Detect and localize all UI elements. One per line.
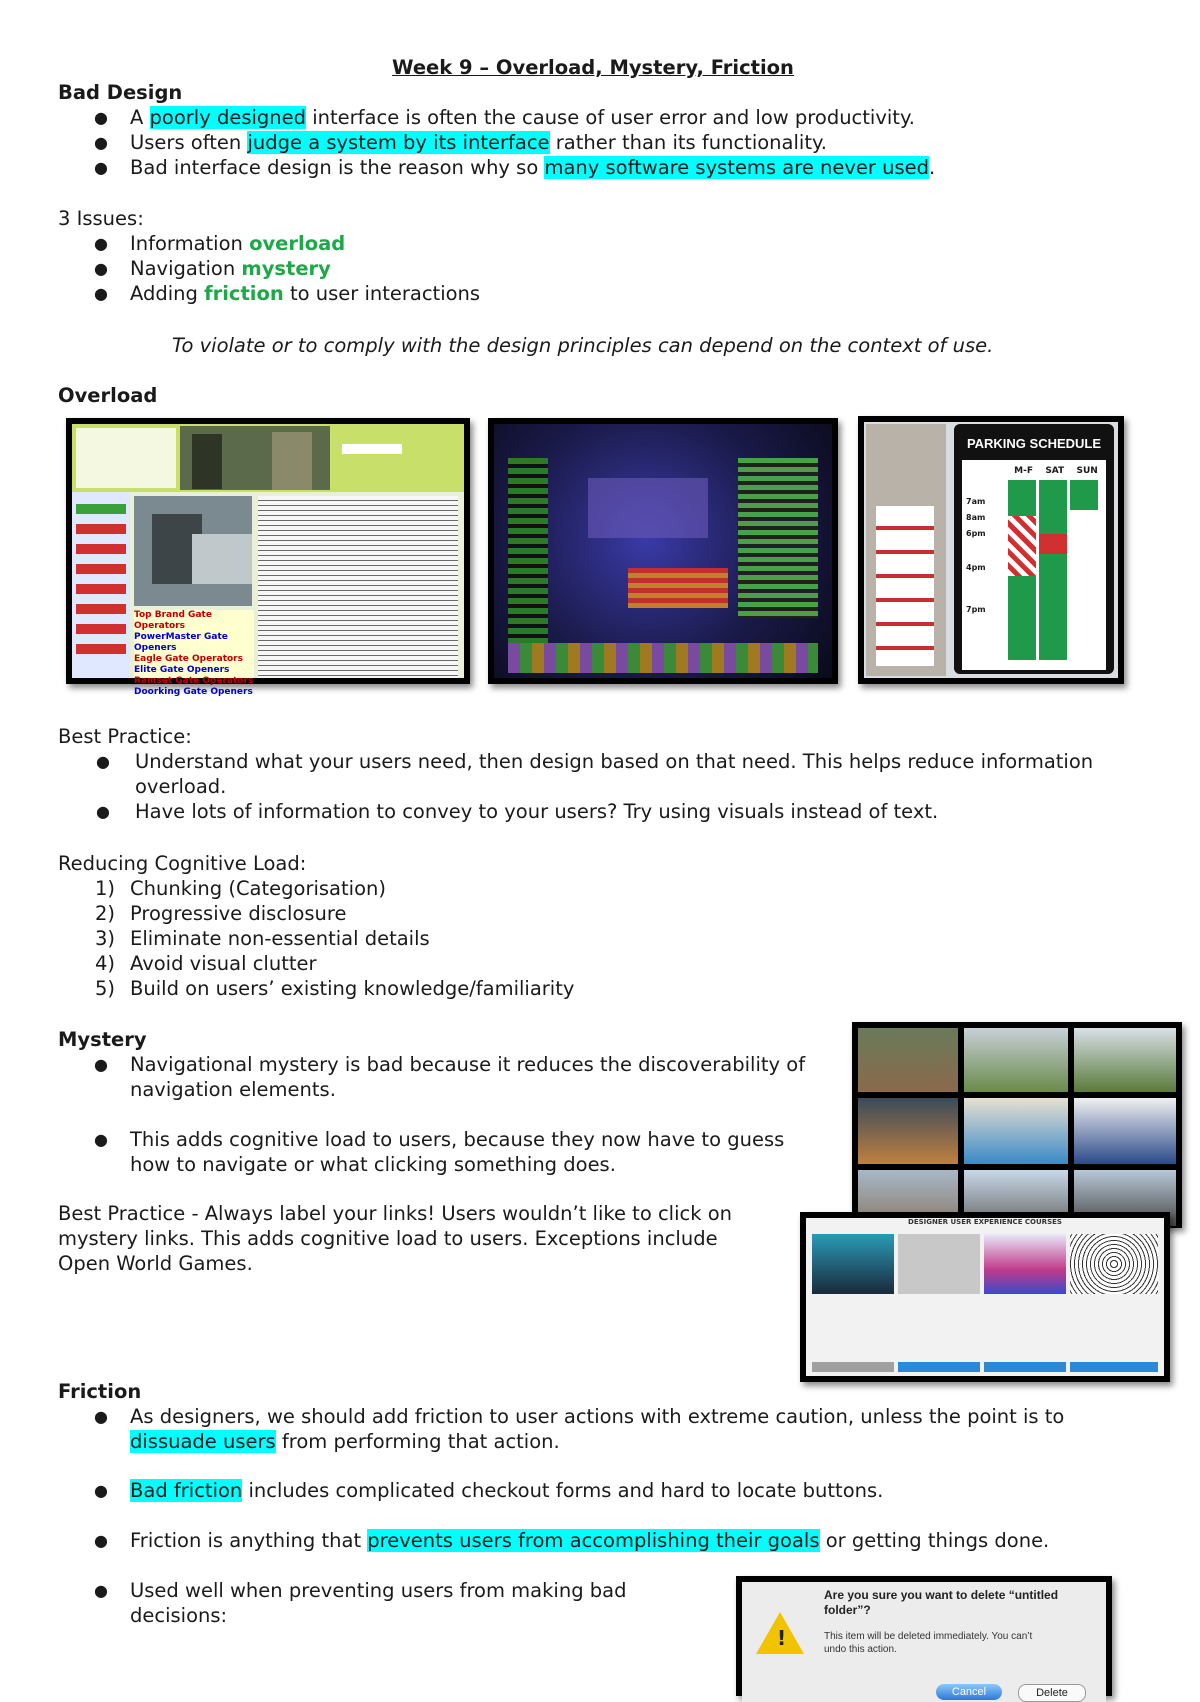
web-link-1: Top Brand Gate Operators xyxy=(134,610,212,631)
web-link-6: Doorking Gate Openers xyxy=(134,687,253,697)
issues-heading: 3 Issues: xyxy=(58,207,144,230)
dialog-body-line-2: undo this action. xyxy=(824,1644,897,1655)
bullet-dot: ● xyxy=(94,133,108,152)
parking-signs-image xyxy=(858,416,1124,684)
bullet-dot: ● xyxy=(94,1481,108,1500)
bullet-dot: ● xyxy=(94,1581,108,1600)
delete-button[interactable]: Delete xyxy=(1018,1684,1086,1702)
overload-bp-1-line-2: overload. xyxy=(135,775,227,798)
web-link-4: Elite Gate Openers xyxy=(134,665,230,675)
bullet-dot: ● xyxy=(94,284,108,303)
parking-time: 8am xyxy=(966,513,986,522)
cognitive-item-5: 5) Build on users’ existing knowledge/familiarity xyxy=(95,977,575,1000)
mystery-bullet-2-line-1: This adds cognitive load to users, because they now have to guess xyxy=(130,1128,785,1151)
context-quote: To violate or to comply with the design principles can depend on the context of use. xyxy=(172,334,994,357)
parking-time: 6pm xyxy=(966,529,986,538)
dialog-body-line-1: This item will be deleted immediately. You can’t xyxy=(824,1631,1033,1642)
overload-best-practice-label: Best Practice: xyxy=(58,725,192,748)
bullet-dot: ● xyxy=(94,158,108,177)
courses-title: DESIGNER USER EXPERIENCE COURSES xyxy=(908,1218,1062,1226)
parking-time: 4pm xyxy=(966,563,986,572)
bad-design-bullet-1: A poorly designed interface is often the cause of user error and low productivity. xyxy=(130,106,915,129)
dialog-title-line-1: Are you sure you want to delete “untitled xyxy=(824,1588,1059,1602)
parking-time: 7am xyxy=(966,497,986,506)
parking-sign-title: PARKING SCHEDULE xyxy=(966,436,1102,451)
friction-bullet-2: Bad friction includes complicated checkout forms and hard to locate buttons. xyxy=(130,1479,884,1502)
bullet-dot: ● xyxy=(94,259,108,278)
bullet-dot: ● xyxy=(96,802,110,821)
mystery-best-practice-line-2: mystery links. This adds cognitive load to users. Exceptions include xyxy=(58,1227,718,1250)
bullet-dot: ● xyxy=(94,1531,108,1550)
friction-bullet-1-line-2: dissuade users from performing that action. xyxy=(130,1430,560,1453)
mystery-courses-image xyxy=(800,1212,1170,1382)
friction-heading: Friction xyxy=(58,1380,142,1403)
mystery-bullet-2-line-2: how to navigate or what clicking something does. xyxy=(130,1153,616,1176)
overload-bp-1-line-1: Understand what your users need, then design based on that need. This helps reduce information xyxy=(135,750,1094,773)
friction-bullet-4-line-2: decisions: xyxy=(130,1604,228,1627)
cognitive-item-4: 4) Avoid visual clutter xyxy=(95,952,317,975)
bullet-dot: ● xyxy=(94,1055,108,1074)
bullet-dot: ● xyxy=(96,752,110,771)
parking-day: SUN xyxy=(1076,466,1098,476)
cancel-button[interactable]: Cancel xyxy=(936,1684,1002,1700)
dialog-title-line-2: folder”? xyxy=(824,1603,871,1617)
cognitive-load-heading: Reducing Cognitive Load: xyxy=(58,852,307,875)
mystery-best-practice-line-1: Best Practice - Always label your links! Users wouldn’t like to click on xyxy=(58,1202,733,1225)
parking-day: SAT xyxy=(1045,466,1065,476)
mystery-heading: Mystery xyxy=(58,1028,147,1051)
overload-heading: Overload xyxy=(58,384,158,407)
game-ui-image xyxy=(488,418,838,684)
issue-1: Information overload xyxy=(130,232,346,255)
web-link-2: PowerMaster Gate Openers xyxy=(134,632,228,653)
issue-2: Navigation mystery xyxy=(130,257,331,280)
page-title: Week 9 – Overload, Mystery, Friction xyxy=(392,56,794,79)
cognitive-item-2: 2) Progressive disclosure xyxy=(95,902,347,925)
issue-3: Adding friction to user interactions xyxy=(130,282,481,305)
bullet-dot: ● xyxy=(94,108,108,127)
web-link-3: Eagle Gate Operators xyxy=(134,654,243,664)
friction-bullet-1-line-1: As designers, we should add friction to user actions with extreme caution, unless the point is to xyxy=(130,1405,1065,1428)
bad-design-bullet-3: Bad interface design is the reason why so many software systems are never used. xyxy=(130,156,936,179)
cluttered-website-image xyxy=(66,418,470,697)
mystery-photo-grid-image xyxy=(852,1022,1182,1228)
mystery-bullet-1-line-2: navigation elements. xyxy=(130,1078,336,1101)
delete-dialog-image: ! Are you sure you want to delete “untitled folder”? This item will be deleted immediately. You can’t undo this action. Cancel Delete xyxy=(736,1576,1112,1696)
bullet-dot: ● xyxy=(94,1130,108,1149)
mystery-bullet-1-line-1: Navigational mystery is bad because it reduces the discoverability of xyxy=(130,1053,806,1076)
cognitive-item-3: 3) Eliminate non-essential details xyxy=(95,927,430,950)
parking-day: M-F xyxy=(1014,466,1033,476)
friction-bullet-3: Friction is anything that prevents users from accomplishing their goals or getting things done. xyxy=(130,1529,1050,1552)
bullet-dot: ● xyxy=(94,234,108,253)
web-link-5: Ramset Gate Operators xyxy=(134,676,254,686)
bad-design-bullet-2: Users often judge a system by its interface rather than its functionality. xyxy=(130,131,827,154)
parking-time: 7pm xyxy=(966,605,986,614)
overload-bp-2: Have lots of information to convey to your users? Try using visuals instead of text. xyxy=(135,800,939,823)
bad-design-heading: Bad Design xyxy=(58,81,183,104)
cognitive-item-1: 1) Chunking (Categorisation) xyxy=(95,877,386,900)
mystery-best-practice-line-3: Open World Games. xyxy=(58,1252,253,1275)
bullet-dot: ● xyxy=(94,1407,108,1426)
friction-bullet-4-line-1: Used well when preventing users from making bad xyxy=(130,1579,627,1602)
